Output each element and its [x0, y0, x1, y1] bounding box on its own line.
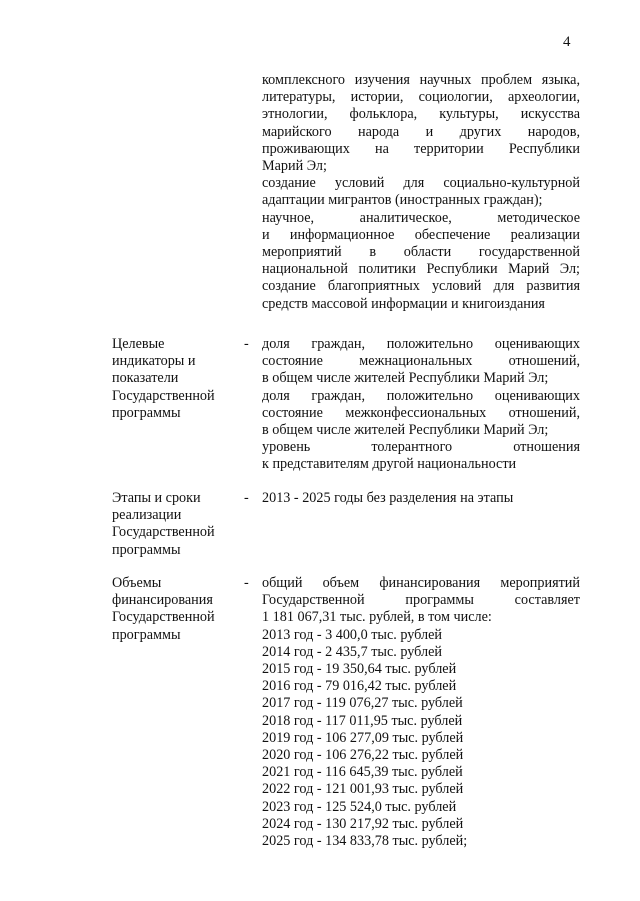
- text-line: адаптации мигрантов (иностранных граждан);: [262, 192, 543, 209]
- text-line: общий объем финансирования мероприятий: [262, 575, 580, 591]
- label-line: Государственной: [112, 609, 215, 626]
- label-line: программы: [112, 626, 181, 643]
- funding-year-line: 2023 год - 125 524,0 тыс. рублей: [262, 798, 457, 815]
- funding-year-line: 2016 год - 79 016,42 тыс. рублей: [262, 678, 457, 695]
- text-line: марийского народа и других народов,: [262, 123, 580, 140]
- text-line: Государственной программы составляет: [262, 592, 580, 609]
- text-line: проживающих на территории Республики: [262, 140, 580, 157]
- text-line: к представителям другой национальности: [262, 456, 517, 473]
- label-line: Этапы и сроки: [112, 490, 201, 506]
- label-line: программы: [112, 541, 181, 558]
- text-line: и информационное обеспечение реализации: [262, 226, 580, 243]
- label-line: реализации: [112, 507, 182, 524]
- separator-dash: -: [244, 336, 249, 352]
- label-line: Объемы: [112, 575, 162, 591]
- continuation-text: [262, 72, 580, 313]
- text-line: национальной политики Республики Марий Эл;: [262, 261, 580, 278]
- funding-year-line: 2013 год - 3 400,0 тыс. рублей: [262, 626, 442, 643]
- text-line: 2013 - 2025 годы без разделения на этапы: [262, 490, 514, 506]
- text-line: этнологии, фольклора, культуры, искусства: [262, 106, 580, 123]
- text-line: 1 181 067,31 тыс. рублей, в том числе:: [262, 609, 492, 626]
- text-line: доля граждан, положительно оценивающих: [262, 336, 580, 352]
- funding-year-line: 2025 год - 134 833,78 тыс. рублей;: [262, 833, 468, 850]
- separator-dash: -: [244, 490, 249, 506]
- text-line: Марий Эл;: [262, 158, 327, 175]
- text-line: состояние межконфессиональных отношений,: [262, 404, 580, 421]
- text-line: создание условий для социально-культурной: [262, 175, 580, 192]
- label-line: Государственной: [112, 387, 215, 404]
- section-label: [112, 490, 240, 559]
- label-line: Государственной: [112, 524, 215, 541]
- funding-year-line: 2020 год - 106 276,22 тыс. рублей: [262, 747, 464, 764]
- text-line: уровень толерантного отношения: [262, 439, 580, 456]
- text-line: в общем числе жителей Республики Марий Эл;: [262, 422, 549, 439]
- separator-dash: -: [244, 575, 249, 591]
- label-line: индикаторы и: [112, 353, 196, 370]
- funding-year-line: 2018 год - 117 011,95 тыс. рублей: [262, 712, 463, 729]
- section-content: [262, 336, 580, 474]
- page-number: 4: [563, 34, 571, 50]
- section-label: [112, 575, 240, 644]
- text-line: создание благоприятных условий для развития: [262, 278, 580, 295]
- text-line: средств массовой информации и книгоиздания: [262, 295, 545, 312]
- funding-year-line: 2014 год - 2 435,7 тыс. рублей: [262, 643, 442, 660]
- funding-year-line: 2022 год - 121 001,93 тыс. рублей: [262, 781, 464, 798]
- section-content: [262, 575, 580, 850]
- text-line: литературы, истории, социологии, археологии,: [262, 89, 580, 106]
- funding-year-line: 2024 год - 130 217,92 тыс. рублей: [262, 815, 464, 832]
- text-line: доля граждан, положительно оценивающих: [262, 387, 580, 404]
- label-line: показатели: [112, 370, 179, 387]
- text-line: в общем числе жителей Республики Марий Эл;: [262, 370, 549, 387]
- funding-year-line: 2021 год - 116 645,39 тыс. рублей: [262, 764, 463, 781]
- section-content: [262, 490, 580, 507]
- text-line: комплексного изучения научных проблем языка,: [262, 72, 580, 88]
- text-line: состояние межнациональных отношений,: [262, 353, 580, 370]
- funding-year-line: 2017 год - 119 076,27 тыс. рублей: [262, 695, 463, 712]
- funding-year-line: 2015 год - 19 350,64 тыс. рублей: [262, 661, 457, 678]
- text-line: мероприятий в области государственной: [262, 244, 580, 261]
- section-label: [112, 336, 240, 422]
- label-line: Целевые: [112, 336, 165, 352]
- label-line: финансирования: [112, 592, 213, 609]
- funding-year-line: 2019 год - 106 277,09 тыс. рублей: [262, 729, 464, 746]
- text-line: научное, аналитическое, методическое: [262, 209, 580, 226]
- label-line: программы: [112, 404, 181, 421]
